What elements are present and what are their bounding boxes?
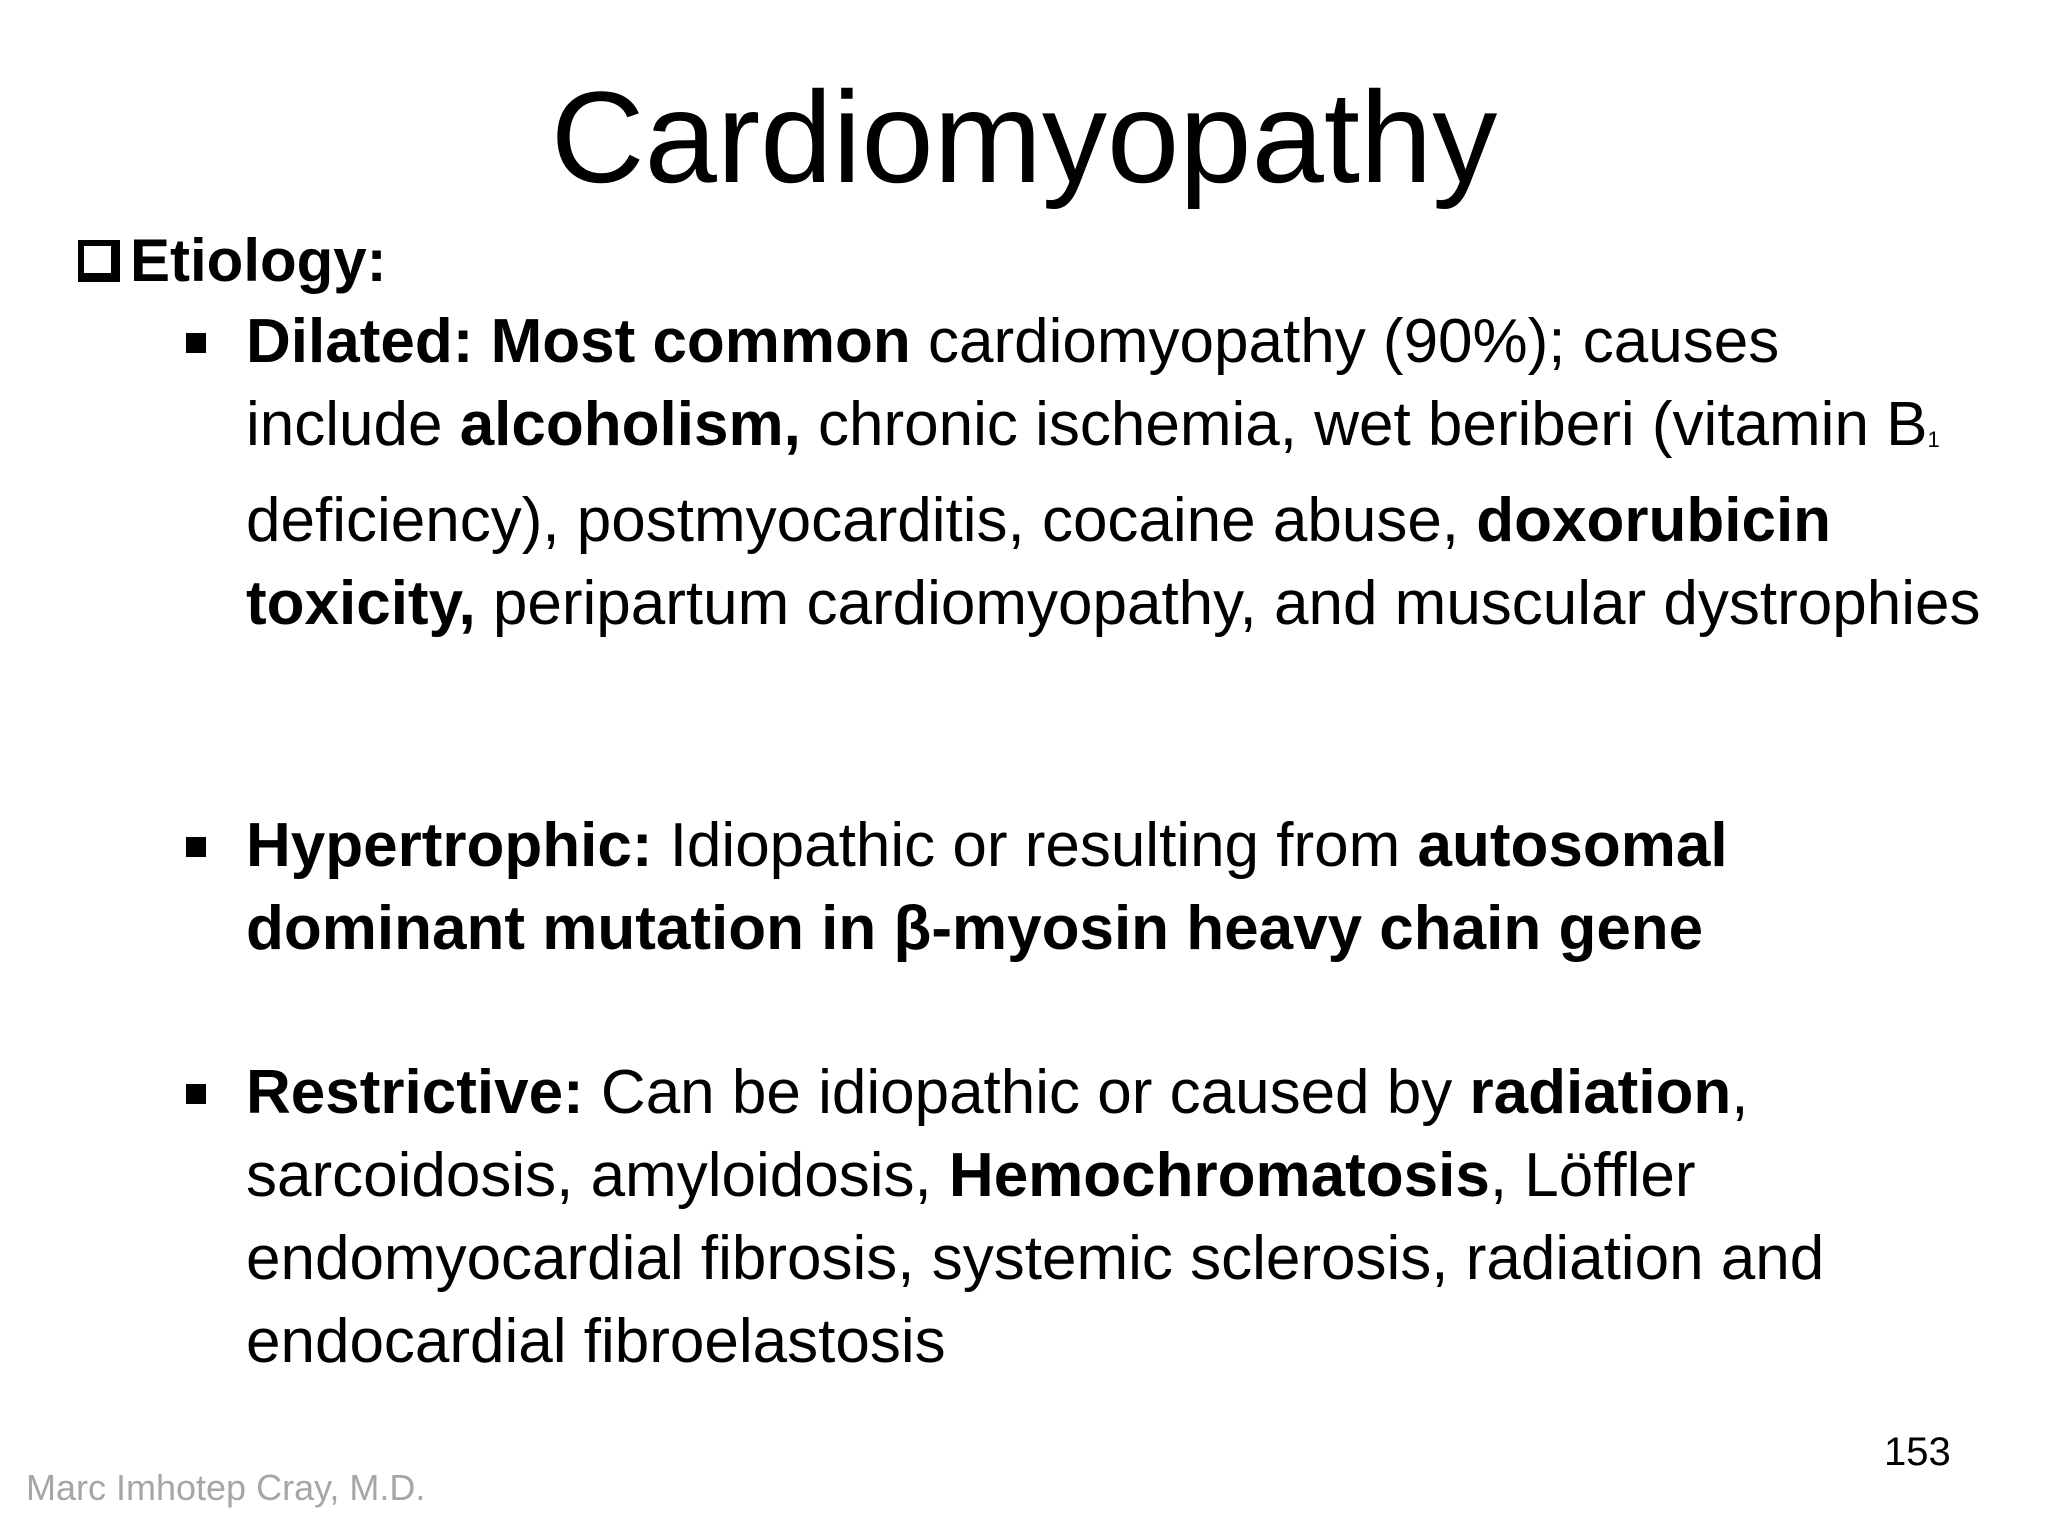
page-number: 153 <box>1884 1430 1951 1474</box>
footer-author: Marc Imhotep Cray, M.D. <box>26 1467 426 1508</box>
bullet-segment: peripartum cardiomyopathy, and muscular dystrophies <box>475 569 1981 638</box>
bullet-segment: Dilated: Most common <box>246 307 911 376</box>
bullet-restrictive-text <box>246 1051 1986 1383</box>
bullet-segment: doxorubicin toxicity, <box>246 486 1832 638</box>
bullet-segment: Hypertrophic: <box>246 811 653 880</box>
etiology-heading <box>78 226 387 296</box>
bullet-segment: cardiomyopathy (90%); causes include <box>246 307 1780 459</box>
bullet-segment: Idiopathic or resulting from <box>652 811 1418 880</box>
bullet-segment: Hemochromatosis <box>948 1141 1490 1210</box>
bullet-segment: chronic ischemia, wet beriberi (vitamin B <box>800 390 1928 459</box>
bullet-restrictive <box>186 1051 1986 1383</box>
bullet-segment: alcoholism, <box>459 390 801 459</box>
square-bullet-icon <box>186 1084 206 1104</box>
bullet-segment: , sarcoidosis, amyloidosis, <box>246 1058 1749 1210</box>
bullet-dilated-text <box>246 300 1986 645</box>
bullet-segment: , Löffler endomyocardial fibrosis, systemic sclerosis, radiation and endocardial fibroelastosis <box>246 1141 1825 1376</box>
bullet-hypertrophic-text <box>246 804 1986 970</box>
bullet-segment: autosomal dominant mutation in β-myosin heavy chain gene <box>246 811 1728 963</box>
bullet-segment: 1 <box>1927 427 1940 452</box>
bullet-segment: radiation <box>1469 1058 1732 1127</box>
square-bullet-icon <box>186 837 206 857</box>
bullet-segment: Restrictive: <box>246 1058 584 1127</box>
etiology-heading-label: Etiology: <box>130 227 387 294</box>
slide-title: Cardiomyopathy <box>550 64 1498 210</box>
square-bullet-icon <box>186 333 206 353</box>
bullet-segment: Can be idiopathic or caused by <box>583 1058 1470 1127</box>
checkbox-icon <box>78 240 120 282</box>
bullet-hypertrophic <box>186 804 1986 970</box>
bullet-dilated <box>186 300 1986 645</box>
bullet-segment: deficiency), postmyocarditis, cocaine abuse, <box>246 486 1477 555</box>
